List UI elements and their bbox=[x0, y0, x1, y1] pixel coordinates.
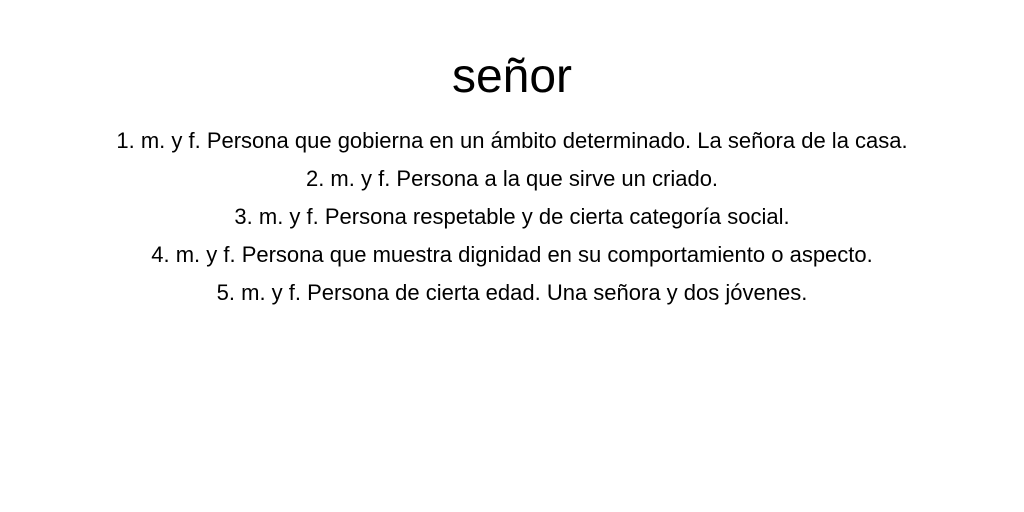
definition-3: 3. m. y f. Persona respetable y de cierta categoría social. bbox=[234, 204, 790, 229]
definition-2: 2. m. y f. Persona a la que sirve un criado. bbox=[305, 166, 719, 191]
definition-5: 5. m. y f. Persona de cierta edad. Una señora y dos jóvenes. bbox=[216, 280, 808, 305]
definition-list bbox=[0, 122, 1024, 312]
definition-1: 1. m. y f. Persona que gobierna en un ámbito determinado. La señora de la casa. bbox=[116, 128, 908, 153]
headword: señor bbox=[451, 50, 573, 103]
definition-4: 4. m. y f. Persona que muestra dignidad en su comportamiento o aspecto. bbox=[151, 242, 873, 267]
